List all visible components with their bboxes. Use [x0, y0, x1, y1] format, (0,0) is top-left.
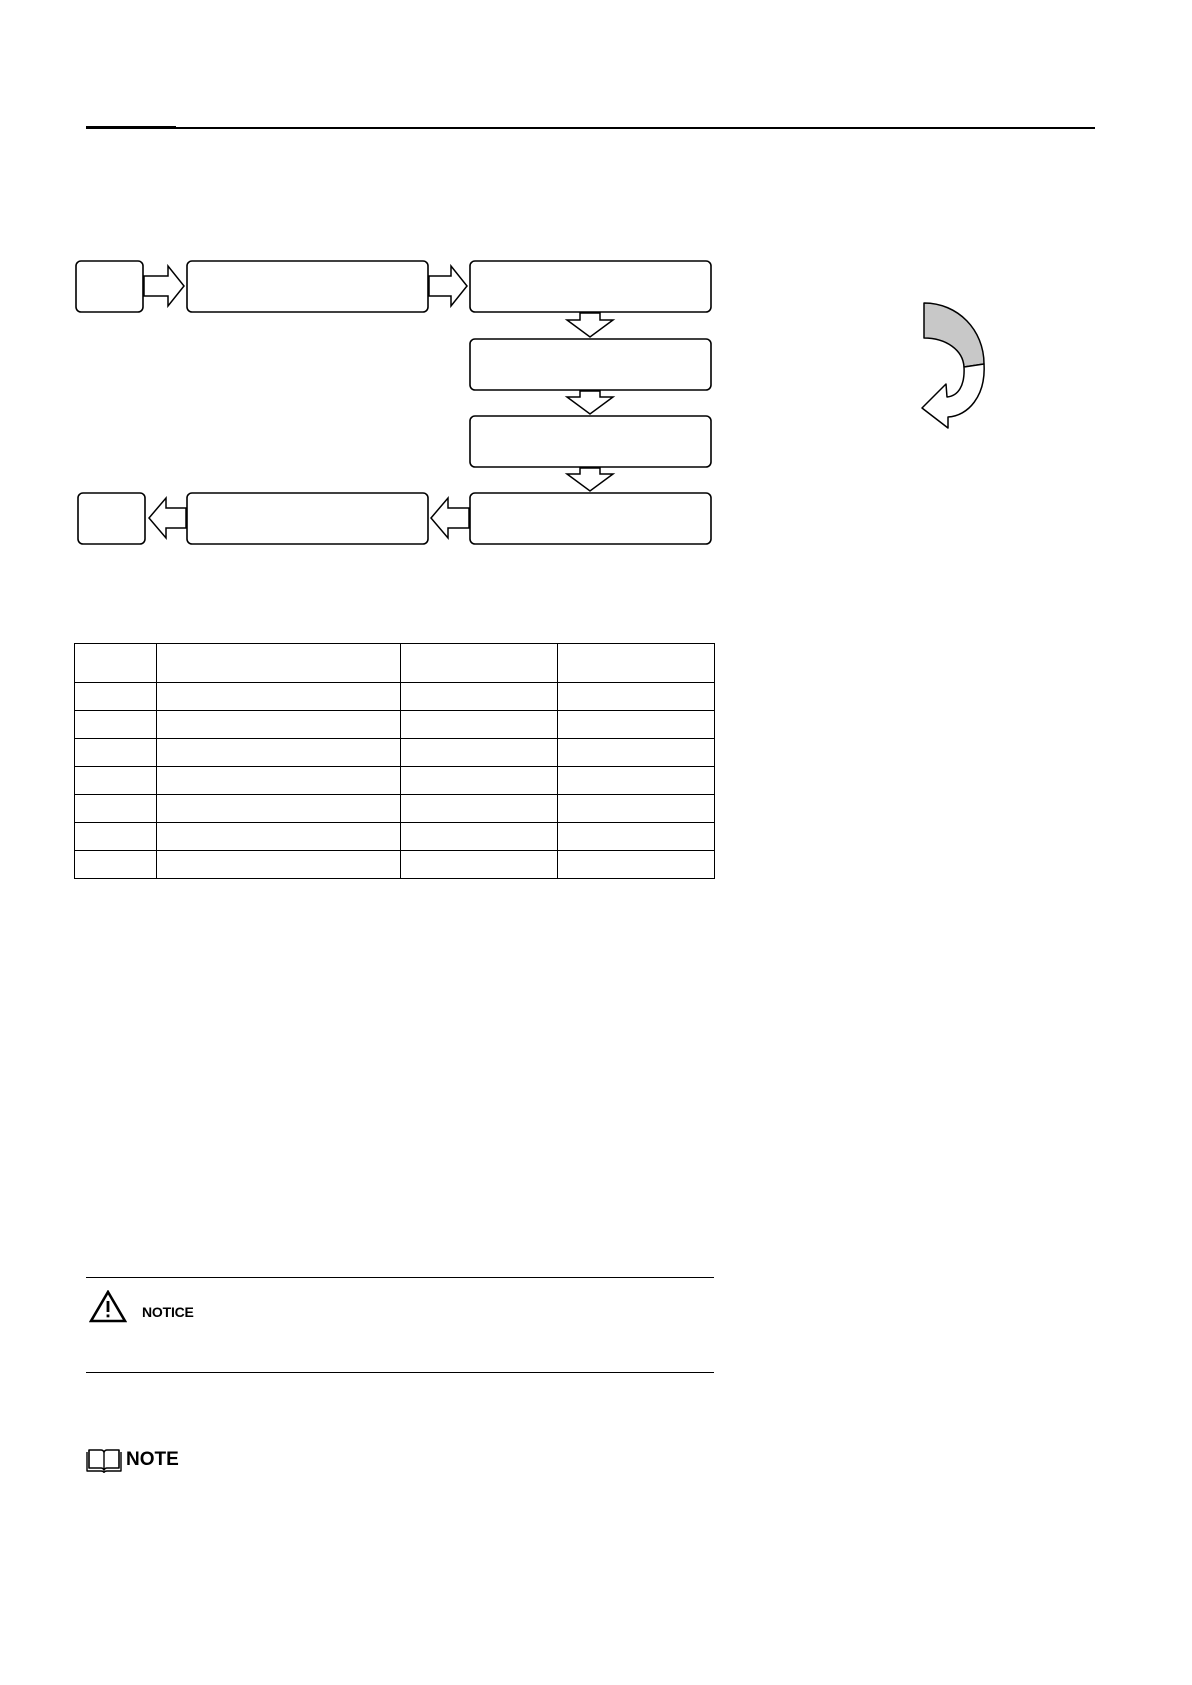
table-cell [157, 683, 401, 711]
table-header-cell [75, 644, 157, 683]
note-heading [86, 1447, 714, 1473]
flow-start [76, 261, 143, 312]
table-cell [401, 739, 558, 767]
table-cell [75, 711, 157, 739]
table-cell [75, 683, 157, 711]
flowchart [0, 0, 730, 560]
table-cell [157, 851, 401, 879]
flow-end [78, 493, 145, 544]
table-header-row [75, 644, 715, 683]
table-cell [401, 767, 558, 795]
curved-arrow-icon [918, 300, 1008, 435]
table-row [75, 795, 715, 823]
flow-step-6 [187, 493, 428, 544]
table-cell [401, 683, 558, 711]
table-cell [75, 823, 157, 851]
table-cell [558, 767, 715, 795]
table-cell [558, 683, 715, 711]
table-cell [157, 711, 401, 739]
flow-step-4 [470, 416, 711, 467]
flow-step-2 [470, 261, 711, 312]
note-block [86, 1447, 714, 1485]
flow-arrow-down-2 [567, 391, 613, 414]
open-book-icon [86, 1447, 122, 1473]
table-cell [157, 739, 401, 767]
notice-label: NOTICE [142, 1304, 194, 1320]
table-cell [558, 851, 715, 879]
table-cell [157, 823, 401, 851]
table-cell [75, 795, 157, 823]
data-table [74, 643, 715, 879]
table-cell [157, 795, 401, 823]
table-row [75, 851, 715, 879]
note-label: NOTE [126, 1449, 179, 1470]
notice-heading [89, 1290, 194, 1323]
table-cell [558, 823, 715, 851]
table-cell [75, 739, 157, 767]
table-header-cell [558, 644, 715, 683]
table-cell [401, 851, 558, 879]
table-cell [401, 795, 558, 823]
flow-arrow-down-1 [567, 313, 613, 337]
flow-arrow-right-1 [144, 266, 184, 306]
table-cell [157, 767, 401, 795]
table-row [75, 739, 715, 767]
warning-triangle-icon [89, 1290, 127, 1323]
table-cell [558, 739, 715, 767]
flow-arrow-right-2 [429, 266, 467, 306]
flow-step-3 [470, 339, 711, 390]
flow-arrow-left-2 [149, 498, 186, 538]
table-cell [75, 767, 157, 795]
table-row [75, 767, 715, 795]
flow-step-5 [470, 493, 711, 544]
table-row [75, 823, 715, 851]
table-cell [75, 851, 157, 879]
notice-block [86, 1277, 714, 1373]
table-row [75, 711, 715, 739]
flow-arrow-down-3 [567, 468, 613, 491]
table-cell [401, 823, 558, 851]
table-cell [401, 711, 558, 739]
table-cell [558, 795, 715, 823]
flow-arrow-left-1 [431, 498, 469, 538]
table-header-cell [157, 644, 401, 683]
table-row [75, 683, 715, 711]
table-cell [558, 711, 715, 739]
table-header-cell [401, 644, 558, 683]
flow-step-1 [187, 261, 428, 312]
